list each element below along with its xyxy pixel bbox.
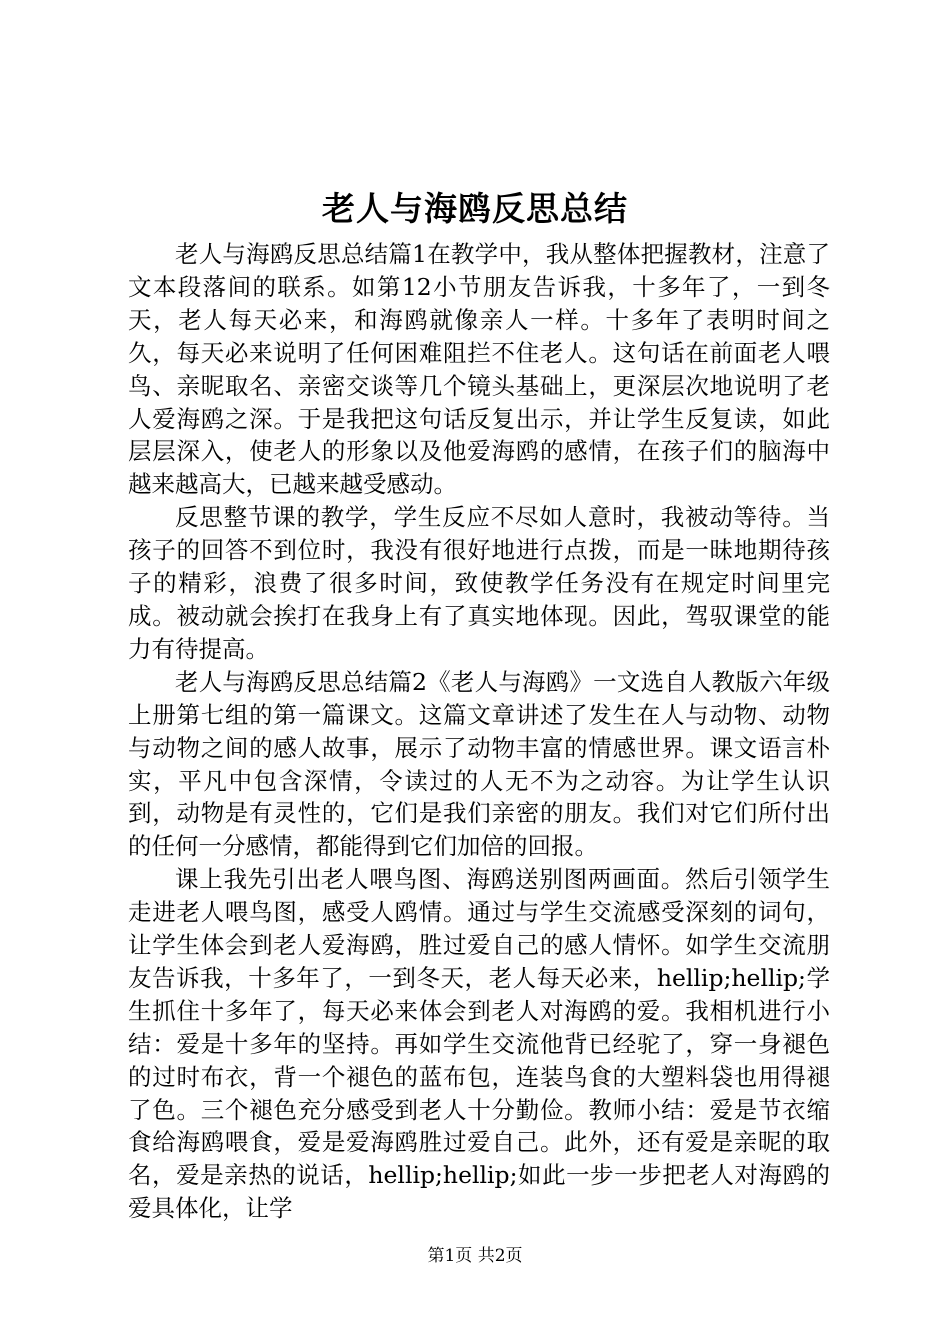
page-footer: 第1页 共2页 (427, 1246, 523, 1266)
paragraph-3: 老人与海鸥反思总结篇2《老人与海鸥》一文选自人教版六年级上册第七组的第一篇课文。这篇文章讲述了发生在人与动物、动物与动物之间的感人故事，展示了动物丰富的情感世界。课文语言朴实，平凡中包含深情，令读过的人无不为之动容。为让学生认识到，动物是有灵性的，它们是我们亲密的朋友。我们对它们所付出的任何一分感情，都能得到它们加倍的回报。 (128, 667, 830, 861)
paragraph-2: 反思整节课的教学，学生反应不尽如人意时，我被动等待。当孩子的回答不到位时，我没有很好地进行点拨，而是一昧地期待孩子的精彩，浪费了很多时间，致使教学任务没有在规定时间里完成。被动就会挨打在我身上有了真实地体现。因此，驾驭课堂的能力有待提高。 (128, 503, 830, 663)
paragraph-4: 课上我先引出老人喂鸟图、海鸥送别图两画面。然后引领学生走进老人喂鸟图，感受人鸥情。通过与学生交流感受深刻的词句，让学生体会到老人爱海鸥，胜过爱自己的感人情怀。如学生交流朋友告诉我，十多年了，一到冬天，老人每天必来，hellip;hellip;学生抓住十多年了，每天必来体会到老人对海鸥的爱。我相机进行小结：爱是十多年的坚持。再如学生交流他背已经驼了，穿一身褪色的过时布衣，背一个褪色的蓝布包，连装鸟食的大塑料袋也用得褪了色。三个褪色充分感受到老人十分勤俭。教师小结：爱是节衣缩食给海鸥喂食，爱是爱海鸥胜过爱自己。此外，还有爱是亲昵的取名，爱是亲热的说话，hellip;hellip;如此一步一步把老人对海鸥的爱具体化，让学 (128, 865, 830, 1223)
document-body (128, 238, 830, 1225)
paragraph-1: 老人与海鸥反思总结篇1在教学中，我从整体把握教材，注意了文本段落间的联系。如第12小节朋友告诉我，十多年了，一到冬天，老人每天必来，和海鸥就像亲人一样。十多年了表明时间之久，每天必来说明了任何困难阻拦不住老人。这句话在前面老人喂鸟、亲昵取名、亲密交谈等几个镜头基础上，更深层次地说明了老人爱海鸥之深。于是我把这句话反复出示，并让学生反复读，如此层层深入，使老人的形象以及他爱海鸥的感情，在孩子们的脑海中越来越高大，已越来越受感动。 (128, 240, 830, 499)
document-title: 老人与海鸥反思总结 (322, 189, 628, 228)
